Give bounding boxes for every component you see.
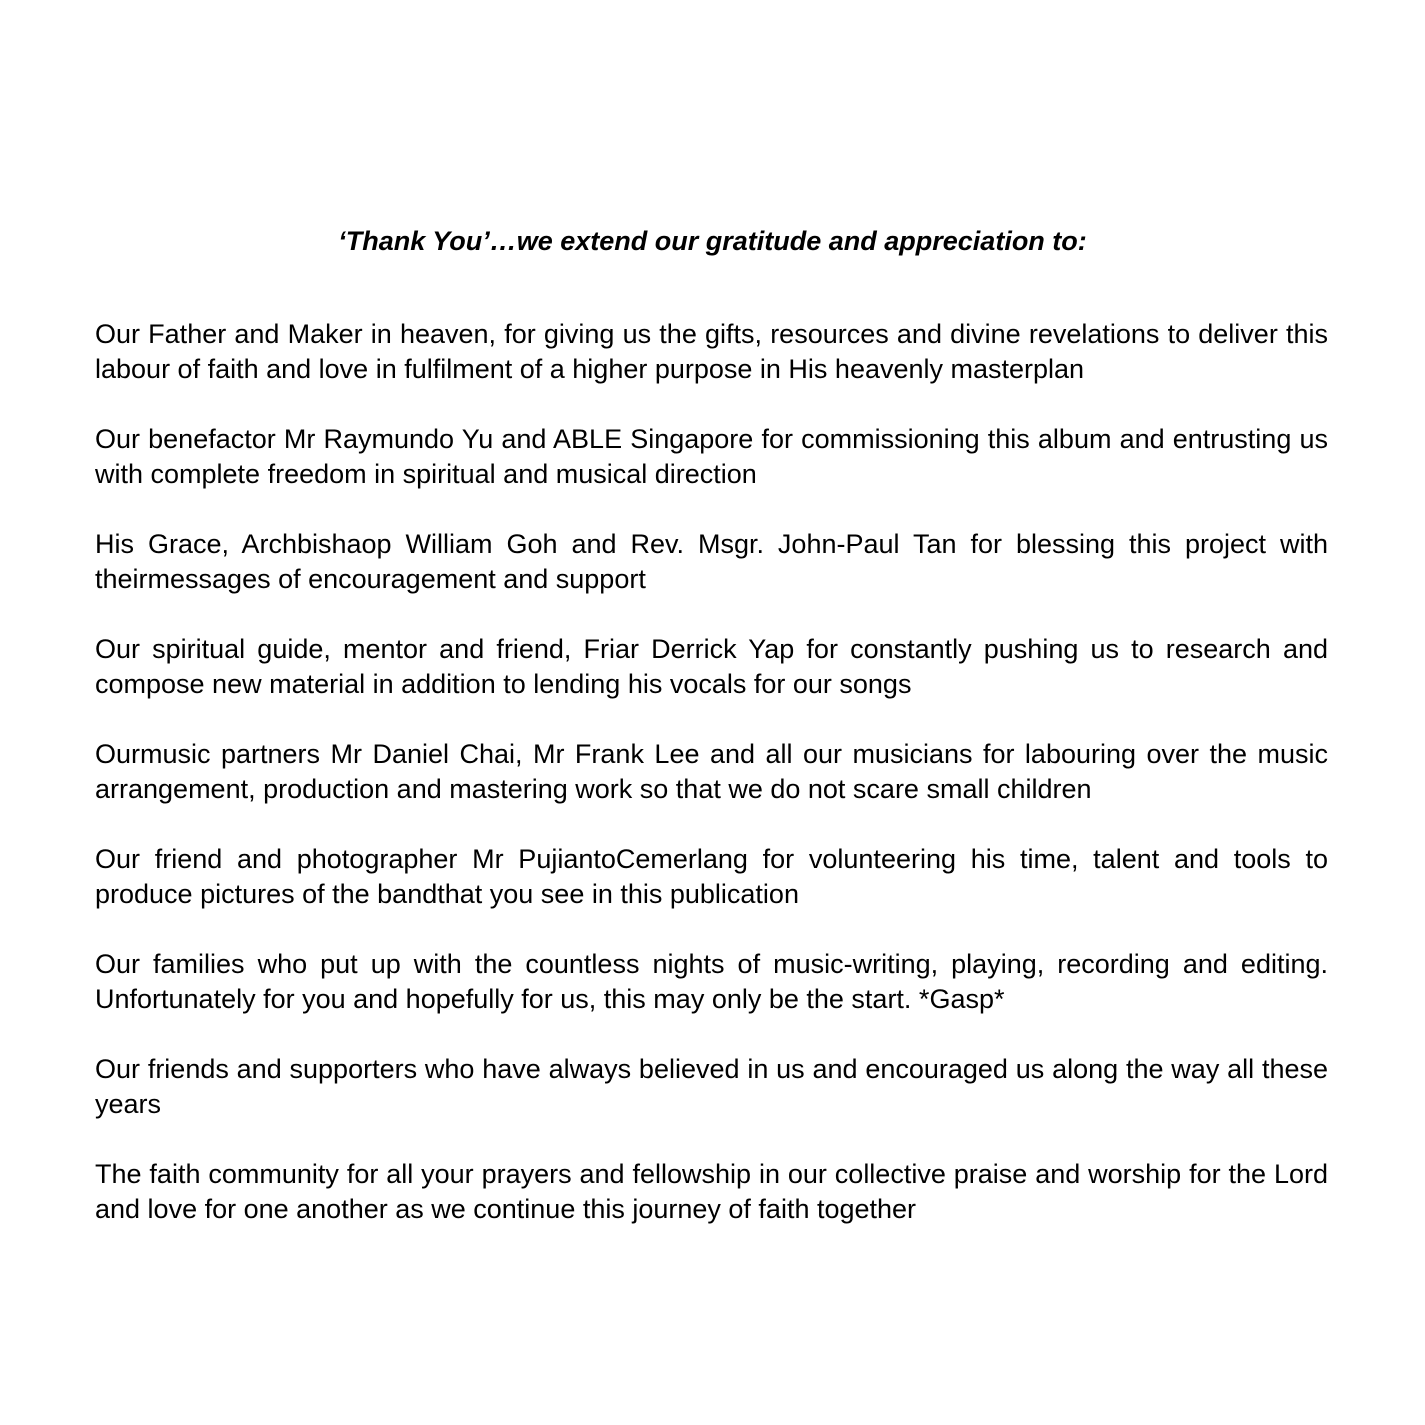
acknowledgement-paragraph: Our families who put up with the countless nights of music-writing, playing, recording and editing. Unfortunately for you and hopefully for us, this may only be the start. *Gasp* xyxy=(95,949,1328,1014)
acknowledgement-paragraph: Our Father and Maker in heaven, for giving us the gifts, resources and divine revelations to deliver this labour of faith and love in fulfilment of a higher purpose in His heavenly masterplan xyxy=(95,319,1328,384)
acknowledgement-paragraph: Our benefactor Mr Raymundo Yu and ABLE Singapore for commissioning this album and entrusting us with complete freedom in spiritual and musical direction xyxy=(95,424,1328,489)
acknowledgement-paragraph: His Grace, Archbishaop William Goh and Rev. Msgr. John-Paul Tan for blessing this project with theirmessages of encouragement and support xyxy=(95,529,1328,594)
acknowledgement-paragraph: The faith community for all your prayers and fellowship in our collective praise and worship for the Lord and love for one another as we continue this journey of faith together xyxy=(95,1159,1328,1224)
page-heading: ‘Thank You’…we extend our gratitude and appreciation to: xyxy=(338,226,1087,256)
acknowledgements-body xyxy=(95,317,1328,1262)
acknowledgement-paragraph: Our spiritual guide, mentor and friend, Friar Derrick Yap for constantly pushing us to research and compose new material in addition to lending his vocals for our songs xyxy=(95,634,1328,699)
acknowledgement-paragraph: Our friend and photographer Mr PujiantoCemerlang for volunteering his time, talent and tools to produce pictures of the bandthat you see in this publication xyxy=(95,844,1328,909)
acknowledgement-paragraph: Ourmusic partners Mr Daniel Chai, Mr Frank Lee and all our musicians for labouring over the music arrangement, production and mastering work so that we do not scare small children xyxy=(95,739,1328,804)
acknowledgement-paragraph: Our friends and supporters who have always believed in us and encouraged us along the way all these years xyxy=(95,1054,1328,1119)
